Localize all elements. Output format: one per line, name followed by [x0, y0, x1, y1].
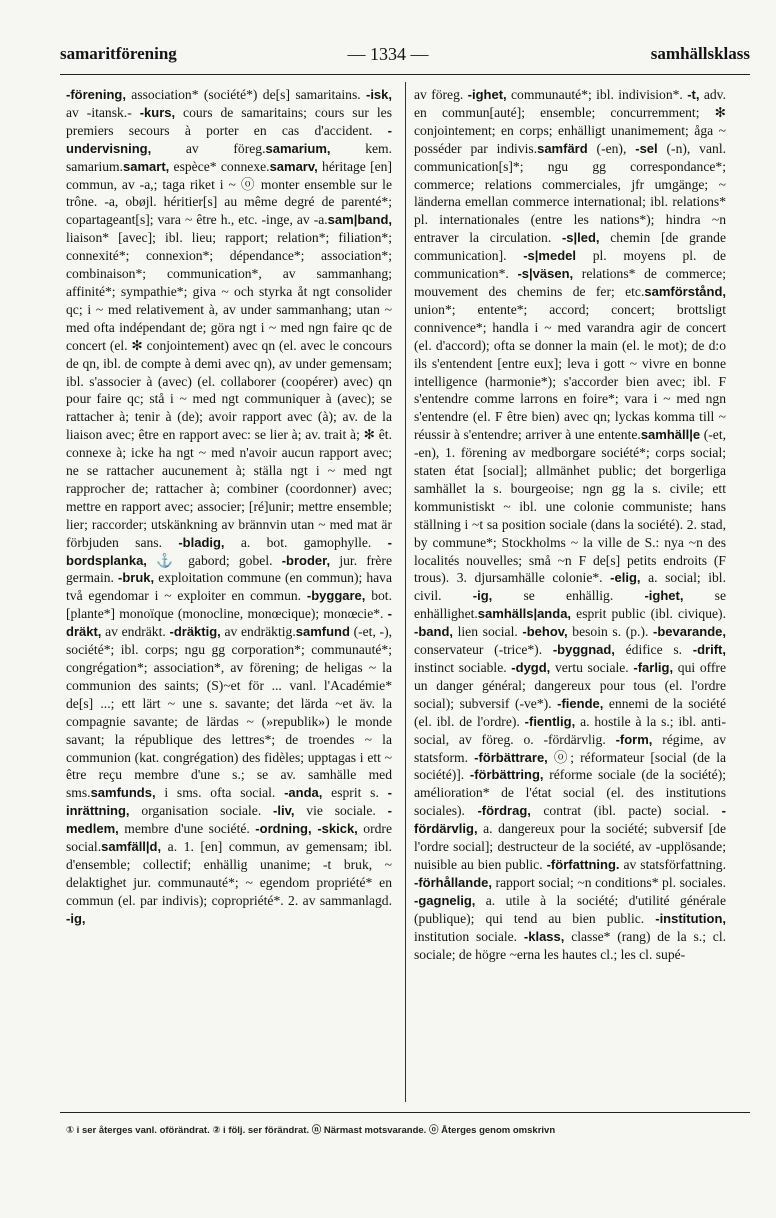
definition: a. social; ibl. civil.	[414, 570, 726, 604]
headword: -bruk,	[118, 570, 155, 586]
definition: i sms. ofta social.	[155, 785, 285, 801]
definition: héritage [en] commun, av -a,; taga riket i ~ ⓞ monter ensemble sur le trône. -a, obøjl. héritier[s] au même degré de parenté*; copartageant[s]; vara ~ être h., etc. -inge, av -a.	[66, 158, 392, 228]
headword: -dräktig,	[169, 624, 221, 640]
headword: -förhållande,	[414, 874, 493, 890]
definition: (-n), vanl. communication[s]*; ngu gg correspondance*; commerce; relations commerciales, jfr umgänge; ~ länderna emellan commerce international; ibl. relations* pl. internationales (entre les nations*); hindra ~n entraver la circulation.	[414, 140, 726, 246]
headword: sam|band,	[327, 212, 392, 228]
headword: -behov,	[522, 624, 568, 640]
headword: -isk,	[365, 87, 392, 102]
running-head-right: samhällsklass	[650, 44, 750, 63]
definition: membre d'une société.	[118, 821, 256, 837]
definition: ordre social.	[66, 821, 392, 855]
definition: chemin [de grande communication].	[414, 230, 726, 264]
headword: -fördrag,	[477, 803, 531, 819]
headword: -sel	[635, 140, 658, 156]
headword: -ordning, -skick,	[255, 821, 358, 837]
definition: besoin s. (p.).	[567, 624, 654, 640]
definition: a. dangereux pour la société; subversif [de l'ordre social]; destructeur de la société, av -upplösande; nuisible au bien public.	[414, 821, 726, 872]
headword: -elig,	[610, 570, 641, 586]
headword: -t,	[687, 87, 700, 102]
headword: -ig,	[66, 910, 86, 926]
headword: -förening,	[66, 87, 126, 102]
header-rule	[60, 74, 750, 75]
definition: (-et, -), société*; ibl. corps; ngu gg corporation*; communauté*; congrégation*; association*, av förening; de heligas ~ la communion des saints; (S)~et för ... vanl. l'Académie* de[s] ...; ett lärt ~ une s. savante; det lärda ~et äv. la compagnie savante; de lärdas ~ (»republik») le monde savant; la république des lettres*; de troendes ~ la communion (kat. congrégation) des fidèles; upptagas i ett ~ être reçu membre d'une s.; se av. samhälle med sms.	[66, 624, 392, 801]
headword: -förbättrare,	[474, 749, 548, 765]
headword: samhälls|anda,	[477, 606, 572, 622]
footnote-legend: ① i ser återges vanl. oförändrat. ② i följ. ser förändrat. ⓝ Närmast motsvarande. ⓞ Återges genom omskrivn	[66, 1125, 556, 1136]
headword: -ig,	[472, 588, 493, 604]
definition: exploitation commune (en commun); hava två egendomar i ~ exploiter en commun.	[66, 570, 392, 604]
headword: -inrättning,	[66, 785, 392, 819]
definition: cours sur les premiers secours à porter en cas d'accident.	[66, 104, 392, 138]
headword: -kurs,	[139, 104, 176, 120]
definition: organisation sociale.	[129, 803, 274, 819]
definition: a. bot. gamophylle.	[224, 534, 388, 550]
definition: esprit s.	[322, 785, 388, 801]
headword: samarium,	[265, 140, 331, 156]
headword: -institution,	[655, 910, 726, 926]
definition: ⚓ gabord; gobel.	[146, 552, 282, 568]
definition: a. utile à la société; d'utilité générale (publique); qui tend au bien public.	[414, 892, 726, 926]
headword: -form,	[615, 731, 653, 747]
right-column	[414, 86, 726, 1106]
headword: -byggare,	[306, 588, 366, 604]
definition: lien social.	[453, 624, 523, 640]
definition: édifice s.	[614, 642, 693, 658]
headword: samhäll|e	[640, 427, 701, 443]
definition: association* (société*) de[s] samaritains.	[125, 87, 366, 102]
definition: se enhällig.	[492, 588, 645, 604]
headword: -ighet,	[644, 588, 684, 604]
definition: instinct sociable.	[414, 660, 512, 675]
headword: -drift,	[692, 642, 726, 658]
headword: samfund	[295, 624, 350, 640]
headword: -fientlig,	[524, 713, 576, 729]
definition: classe* (rang) de la s.; cl. sociale; de högre ~erna les hautes cl.; les cl. supé-	[414, 928, 726, 962]
definition: se enhällighet.	[414, 588, 726, 622]
definition: pl. moyens pl. de communication*.	[414, 248, 726, 282]
headword: -bevarande,	[653, 624, 726, 640]
definition: espèce* connexe.	[169, 158, 270, 174]
definition: (-en),	[587, 140, 636, 156]
definition: ennemi de la société (el. ibl. de l'ordre).	[414, 695, 726, 729]
definition: av endräktig.	[220, 624, 296, 640]
headword: -medlem,	[66, 803, 392, 837]
definition: (-et, -en), 1. förening av medborgare société*; corps social; staten état [social]; allmänhet public; det borgerliga samhället la s. bourgeoise; ngn gg la s. civile; ett kommunistiskt ~ ibl. une colonie communiste; hans ställning i ~t sa position sociale (dans la société). 2. stad, by commune*; Stockholms ~ la ville de S.: nya ~n des localités nouvelles; små ~n F de[s] petits endroits (F trous). 3. djursamhälle colonie*.	[414, 427, 726, 586]
headword: -dräkt,	[66, 606, 392, 640]
definition: cours de samaritains;	[175, 104, 315, 120]
definition: bot. [plante*] monoïque (monocline, monœcique); monœcie*.	[66, 588, 392, 622]
headword: -ighet,	[467, 87, 507, 102]
headword: samfäll|d,	[101, 839, 162, 855]
definition: liaison* [avec]; ibl. lieu; rapport; relation*; filiation*; connexité*; connexion*; dépendance*; association*; combinaison*; communication*, av sammanhang; affinité*; sympathie*; giva ~ och styrka åt ngt consolider qc; i ~ med relativement à, av under sammanhang; utan ~ med ofta indépendant de; göra ngt i ~ med ngn faire qc de concert (el. ✻ conjointement) avec qn (el. avec le concours de qn, ibl. de compte à demi avec qn), av under gemensam; ibl. s'associer à (avec) (el. collaborer (coopérer) avec) qn pour faire qc; stå i ~ med ngt communiquer à (avec); se rattacher à; tenir à (de); avoir rapport avec (à); av. de la liaison avec; être en rapport avec: se lier à; av. trait à; ✻ êt. connexe à; icke ha ngt ~ med n'avoir aucun rapport avec; ne se rattacher aucunement à; ställa ngt i ~ med ngt rapprocher de; rattacher à; combiner (coordonner) avec; mettre en rapport avec; associer; [ré]unir; mettre ensemble; lier; raccorder; utskänkning av brännvin utan ~ med mat är förbjuden sans.	[66, 230, 392, 550]
definition: régime, av statsform.	[414, 731, 726, 765]
definition: adv. en commun[auté]; ensemble; concurremment; ✻ conjointement; en corps; enhälligt unanimement; åga ~ posséder par indivis.	[414, 87, 726, 156]
headword: -liv,	[273, 803, 295, 819]
headword: -fiende,	[557, 695, 604, 711]
headword: -byggnad,	[552, 642, 615, 658]
definition: av föreg.	[151, 140, 266, 156]
headword: -dygd,	[511, 660, 551, 675]
definition: a. hostile à la s.; ibl. anti-social, av föreg. o. -fördärvlig.	[414, 713, 726, 747]
headword: -gagnelig,	[414, 892, 476, 908]
headword: -broder,	[281, 552, 331, 568]
headword: -band,	[414, 624, 453, 640]
definition: av endräkt.	[101, 624, 170, 640]
headword: samart,	[123, 158, 170, 174]
definition: kem. samarium.	[66, 140, 392, 174]
definition: qui offre un danger général; dangereux pour tous (el. l'ordre social); subversif (-ve*).	[414, 660, 726, 711]
headword: -s|led,	[561, 230, 600, 246]
headword: -författning.	[546, 856, 620, 872]
definition: a. 1. [en] commun, av gemensam; ibl. d'ensemble; collectif; enhällig unanime; -t bruk, ~ delaktighet jur. communauté*; ~ egendom propriété* en commun (el. par indivis); copropriété*. 2. av sammanlagd.	[66, 839, 392, 908]
definition: contrat (ibl. pacte) social.	[530, 803, 722, 819]
headword: -bordsplanka,	[66, 534, 392, 568]
definition: esprit public (ibl. civique).	[571, 606, 726, 622]
headword: -bladig,	[178, 534, 225, 550]
left-column	[66, 86, 392, 1106]
definition: jur. frère germain.	[66, 552, 392, 586]
column-divider	[405, 82, 406, 1102]
headword: -fördärvlig,	[414, 803, 726, 837]
running-head-left: samaritförening	[60, 44, 177, 63]
definition: rapport social; ~n conditions* pl. sociales.	[492, 874, 726, 890]
definition: relations* de commerce; mouvement des chemins de fer; etc.	[414, 266, 726, 299]
headword: samfunds,	[90, 785, 156, 801]
definition: conservateur (-trice*).	[414, 642, 553, 658]
headword: -anda,	[284, 785, 323, 801]
definition: av föreg.	[414, 87, 468, 102]
headword: -undervisning,	[66, 122, 392, 156]
definition: communauté*; ibl. indivision*.	[506, 87, 688, 102]
headword: -s|medel	[523, 248, 576, 264]
definition: ⓞ; réformateur [social (de la société)].	[414, 749, 726, 783]
definition: av -itansk.-	[66, 104, 140, 120]
definition: av statsförfattning.	[619, 856, 726, 872]
definition: vertu sociale.	[550, 660, 634, 675]
entry-text	[66, 86, 392, 928]
headword: samarv,	[269, 158, 318, 174]
definition: réforme sociale (de la société); amélioration* de l'état social (el. des institutions sociales).	[414, 767, 726, 819]
headword: -farlig,	[633, 660, 674, 675]
entry-text	[414, 86, 726, 963]
definition: union*; entente*; accord; concert; brottsligt connivence*; handla i ~ med varandra agir de concert (el. d'accord); ofta se donner la main (el. le mot); de d:o ils s'entendent [entre eux]; leva i gott ~ vivre en bonne intelligence (harmonie*); s'accorder bien avec; ibl. F s'entendre comme larrons en foire*; vara i ~ med ngn s'entendre (el. F être bien) avec qn; lyckas komma till ~ réussir à s'entendre; arriver à une entente.	[414, 301, 726, 443]
page-number: — 1334 —	[347, 44, 429, 64]
definition: vie sociale.	[294, 803, 388, 819]
headword: -klass,	[523, 928, 565, 944]
definition: institution sociale.	[414, 928, 524, 944]
headword: -förbättring,	[469, 767, 544, 783]
footer-rule	[60, 1112, 750, 1113]
headword: samförstånd,	[644, 283, 726, 299]
headword: -s|väsen,	[517, 266, 574, 282]
headword: samfärd	[537, 140, 588, 156]
